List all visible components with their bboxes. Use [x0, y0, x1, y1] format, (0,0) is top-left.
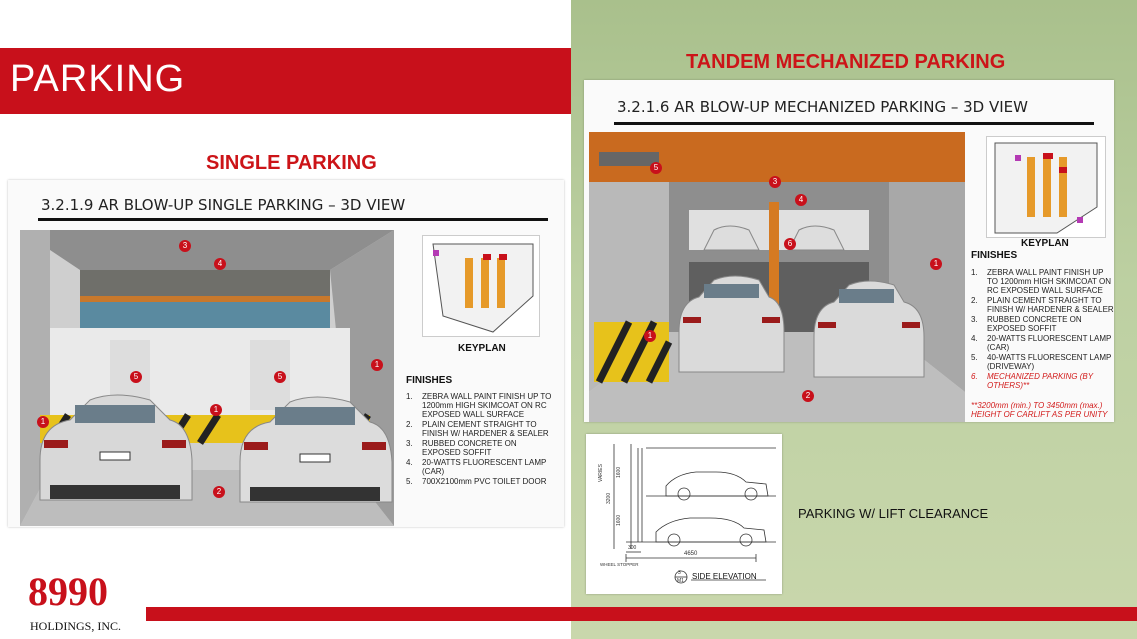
- tandem-parking-panel: [584, 80, 1114, 422]
- finish-item: 2. PLAIN CEMENT STRAIGHT TO FINISH W/ HARDENER & SEALER: [406, 420, 549, 438]
- marker-driveway-lamp: 5: [650, 162, 662, 174]
- slide-title: PARKING: [10, 58, 186, 100]
- lift-clearance-caption: PARKING W/ LIFT CLEARANCE: [798, 506, 989, 521]
- side-elevation-label: SIDE ELEVATION: [692, 572, 757, 581]
- single-parking-panel: [8, 180, 564, 527]
- dim-1600-upper: 1600: [616, 466, 622, 478]
- marker-floor: 2: [802, 390, 814, 402]
- title-rule: [614, 122, 1094, 125]
- finish-item: 1. ZEBRA WALL PAINT FINISH UP TO 1200mm HIGH SKIMCOAT ON RC EXPOSED WALL SURFACE: [971, 268, 1112, 295]
- marker-wall-center: 1: [210, 404, 222, 416]
- single-panel-title: 3.2.1.9 AR BLOW-UP SINGLE PARKING – 3D VIEW: [41, 196, 406, 214]
- finish-item: 4. 20-WATTS FLUORESCENT LAMP (CAR): [971, 334, 1112, 352]
- wheel-stopper-label: WHEEL STOPPER: [600, 562, 639, 567]
- marker-floor: 2: [213, 486, 225, 498]
- carlift-height-note: **3200mm (min.) TO 3450mm (max.) HEIGHT OF CARLIFT AS PER UNITY: [971, 401, 1108, 419]
- elevation-ref-top: 3: [678, 570, 681, 576]
- marker-mechanized: 6: [784, 238, 796, 250]
- keyplan-drawing: [423, 236, 539, 336]
- single-keyplan-image: [422, 235, 540, 337]
- marker-wall-right: 1: [930, 258, 942, 270]
- marker-lamp: 4: [214, 258, 226, 270]
- title-rule: [38, 218, 548, 221]
- dim-300: 300: [628, 545, 637, 551]
- single-finishes-title: FINISHES: [406, 375, 453, 386]
- finish-item: 3. RUBBED CONCRETE ON EXPOSED SOFFIT: [971, 315, 1082, 333]
- finish-item: 3. RUBBED CONCRETE ON EXPOSED SOFFIT: [406, 439, 517, 457]
- marker-door-left: 5: [130, 371, 142, 383]
- dim-1600-lower: 1600: [616, 514, 622, 526]
- marker-door-right: 5: [274, 371, 286, 383]
- finish-item: 5. 40-WATTS FLUORESCENT LAMP (DRIVEWAY): [971, 353, 1112, 371]
- tandem-finishes-title: FINISHES: [971, 250, 1018, 261]
- tandem-panel-title: 3.2.1.6 AR BLOW-UP MECHANIZED PARKING – 3D VIEW: [617, 98, 1028, 116]
- dim-4650: 4650: [684, 551, 698, 557]
- tandem-parking-3d-view: [589, 132, 965, 422]
- finish-item: 6. MECHANIZED PARKING (BY OTHERS)**: [971, 372, 1093, 390]
- tandem-parking-heading: TANDEM MECHANIZED PARKING: [686, 51, 1006, 73]
- tandem-keyplan-image: [986, 136, 1106, 238]
- elevation-ref-bottom: M1: [677, 578, 684, 584]
- keyplan-drawing: [987, 137, 1105, 237]
- marker-wall-left: 1: [644, 330, 656, 342]
- tandem-finishes-list: [971, 268, 1114, 391]
- single-parking-heading: SINGLE PARKING: [206, 152, 377, 174]
- single-keyplan-label: KEYPLAN: [458, 343, 506, 354]
- finish-item: 5. 700X2100mm PVC TOILET DOOR: [406, 477, 547, 486]
- bottom-bar: [146, 607, 1137, 621]
- single-parking-render: [20, 230, 394, 526]
- marker-lamp: 4: [795, 194, 807, 206]
- marker-soffit: 3: [179, 240, 191, 252]
- single-finishes-list: [406, 392, 556, 487]
- finish-item: 4. 20-WATTS FLUORESCENT LAMP (CAR): [406, 458, 547, 476]
- dim-3200: 3200: [606, 492, 612, 504]
- finish-item: 2. PLAIN CEMENT STRAIGHT TO FINISH W/ HARDENER & SEALER: [971, 296, 1114, 314]
- dim-varies: VARIES: [598, 464, 604, 482]
- side-elevation-drawing: [586, 434, 782, 594]
- tandem-keyplan-label: KEYPLAN: [1021, 238, 1069, 249]
- marker-wall-left: 1: [37, 416, 49, 428]
- company-logo-number: 8990: [28, 569, 108, 614]
- finish-item: 1. ZEBRA WALL PAINT FINISH UP TO 1200mm HIGH SKIMCOAT ON RC EXPOSED WALL SURFACE: [406, 392, 552, 419]
- single-parking-3d-view: [20, 230, 394, 526]
- marker-soffit: 3: [769, 176, 781, 188]
- company-logo-subtitle: HOLDINGS, INC.: [30, 619, 121, 633]
- marker-wall-right: 1: [371, 359, 383, 371]
